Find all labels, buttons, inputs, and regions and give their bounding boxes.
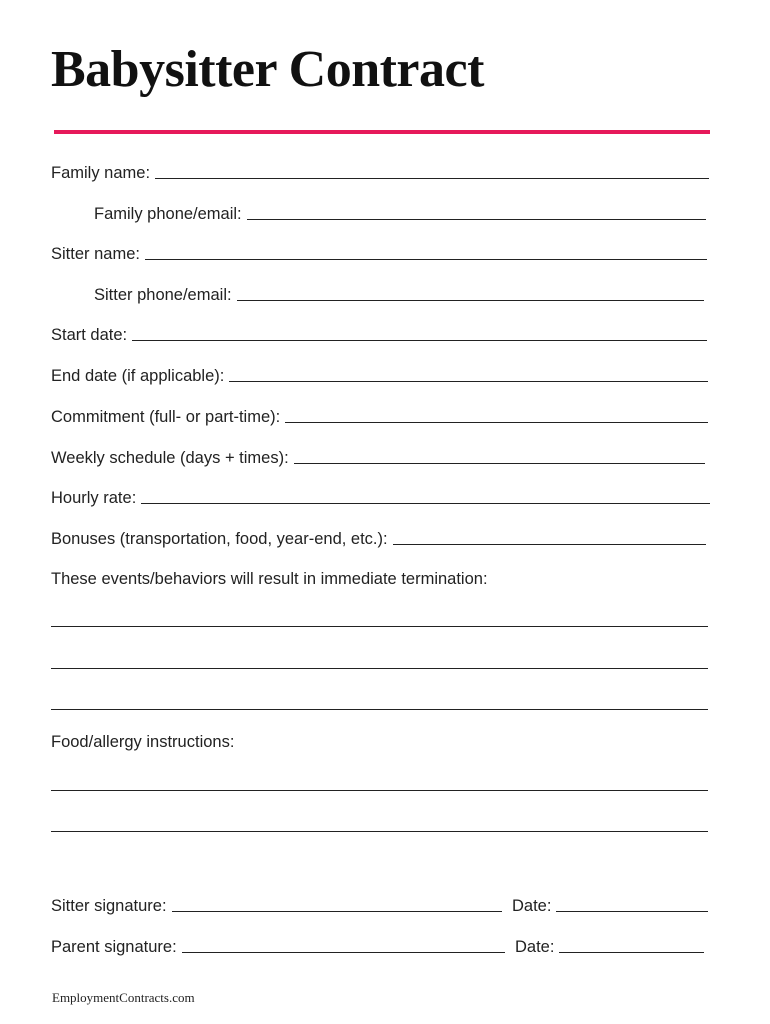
end-date-label: End date (if applicable): — [51, 367, 225, 385]
termination-line-2[interactable] — [51, 668, 708, 669]
food-allergy-line-1[interactable] — [51, 790, 708, 791]
parent-signature-label: Parent signature: — [51, 938, 177, 956]
food-allergy-line-2[interactable] — [51, 831, 708, 832]
end-date-blank[interactable] — [229, 381, 708, 382]
parent-date-blank[interactable] — [559, 952, 704, 953]
family-contact-field[interactable] — [94, 201, 706, 225]
start-date-label: Start date: — [51, 326, 128, 344]
family-name-label: Family name: — [51, 164, 151, 182]
bonuses-field[interactable] — [51, 526, 706, 550]
sitter-name-blank[interactable] — [145, 259, 707, 260]
sitter-signature-label: Sitter signature: — [51, 897, 167, 915]
bonuses-blank[interactable] — [393, 544, 706, 545]
sitter-date-blank[interactable] — [556, 911, 708, 912]
family-contact-label: Family phone/email: — [94, 205, 242, 223]
commitment-label: Commitment (full- or part-time): — [51, 408, 281, 426]
sitter-contact-label: Sitter phone/email: — [94, 286, 232, 304]
bonuses-label: Bonuses (transportation, food, year-end, etc.): — [51, 530, 388, 548]
start-date-field[interactable] — [51, 322, 707, 346]
sitter-signature-blank[interactable] — [172, 911, 502, 912]
parent-date-field[interactable] — [515, 934, 704, 958]
hourly-rate-blank[interactable] — [141, 503, 710, 504]
sitter-signature-field[interactable] — [51, 893, 502, 917]
end-date-field[interactable] — [51, 363, 708, 387]
weekly-schedule-field[interactable] — [51, 445, 705, 469]
sitter-name-label: Sitter name: — [51, 245, 140, 263]
sitter-date-field[interactable] — [512, 893, 708, 917]
document-title: Babysitter Contract — [51, 41, 484, 98]
weekly-schedule-blank[interactable] — [294, 463, 705, 464]
sitter-contact-field[interactable] — [94, 282, 704, 306]
parent-date-label: Date: — [515, 938, 555, 956]
sitter-contact-blank[interactable] — [237, 300, 704, 301]
weekly-schedule-label: Weekly schedule (days + times): — [51, 449, 289, 467]
termination-line-3[interactable] — [51, 709, 708, 710]
sitter-date-label: Date: — [512, 897, 552, 915]
termination-line-1[interactable] — [51, 626, 708, 627]
hourly-rate-field[interactable] — [51, 485, 710, 509]
hourly-rate-label: Hourly rate: — [51, 489, 137, 507]
sitter-name-field[interactable] — [51, 241, 707, 265]
commitment-field[interactable] — [51, 404, 708, 428]
parent-signature-field[interactable] — [51, 934, 505, 958]
family-name-blank[interactable] — [155, 178, 709, 179]
food-allergy-heading: Food/allergy instructions: — [51, 733, 235, 751]
parent-signature-blank[interactable] — [182, 952, 505, 953]
termination-heading: These events/behaviors will result in immediate termination: — [51, 570, 488, 588]
family-contact-blank[interactable] — [247, 219, 706, 220]
title-divider — [54, 130, 710, 134]
footer-source: EmploymentContracts.com — [52, 990, 195, 1005]
commitment-blank[interactable] — [285, 422, 708, 423]
family-name-field[interactable] — [51, 160, 709, 184]
start-date-blank[interactable] — [132, 340, 707, 341]
